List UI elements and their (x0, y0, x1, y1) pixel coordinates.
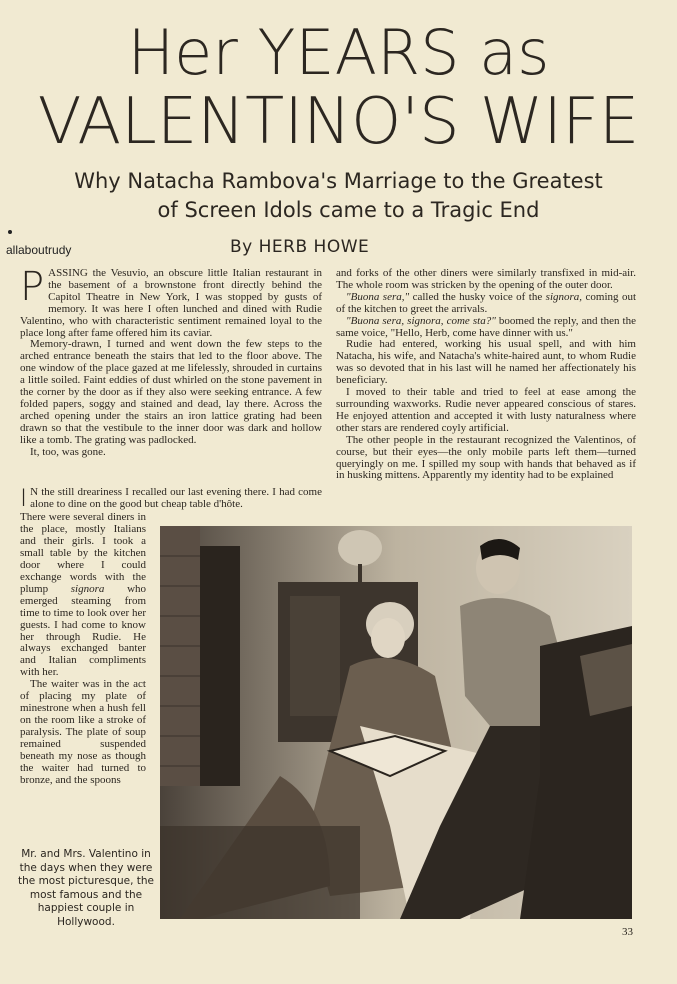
paragraph-4c: who emerged steaming from time to time to look over her guests. I had come to know her through Rudie. He always exchanged banter and Italian compliments with her. (20, 582, 147, 679)
column-left-narrow (20, 512, 146, 787)
title-line-1: Her YEARS as (127, 16, 550, 89)
column-right (336, 268, 636, 482)
paragraph-r2-end: coming out of the kitchen to greet the arrivals. (336, 290, 637, 315)
paragraph-r5: I moved to their table and tried to feel at ease among the surrounding waxworks. Rudie never appeared conscious of stares. He enjoyed attention and accepted it with lusty naturalness where other stars are rendered coyly artificial. (336, 386, 636, 434)
paragraph-r2: called the husky voice of the (412, 290, 543, 303)
watermark: allaboutrudy (6, 243, 72, 257)
reply-quote: "Buona sera, signora, come sta?" (346, 314, 496, 327)
paragraph-3: It, too, was gone. (30, 445, 106, 458)
byline: By HERB HOWE (230, 237, 370, 257)
paragraph-r4: Rudie had entered, working his usual spell, and with him Natacha, his wife, and Natacha's white-haired aunt, to whom Rudie was so devoted that in his last will he named her affectionately his beneficiary. (336, 338, 636, 387)
subtitle-line-2: of Screen Idols came to a Tragic End (157, 198, 540, 222)
signora-word: signora (70, 582, 105, 595)
paragraph-4b: There were several diners in the place, mostly Italians and their girls. I took a small table by the kitchen door where I could exchange words with the plump (20, 511, 146, 595)
paragraph-r6: The other people in the restaurant recognized the Valentinos, of course, but their eyes—the only mobile parts left them—turned queryingly on me. I spilled my soup with hands that behaved as if in husking mittens. Apparently my identity had to be explained (336, 433, 636, 482)
drop-cap-i: I (20, 484, 28, 512)
section-2-intro (20, 484, 322, 512)
paragraph-4: N the still dreariness I recalled our last evening there. I had come alone to dine on the good but cheap table d'hôte. (30, 486, 322, 510)
valentino-photo (160, 526, 632, 919)
title-line-2: VALENTINO'S WIFE (37, 85, 640, 159)
paragraph-5: The waiter was in the act of placing my plate of minestrone when a hush fell on the room like a stroke of paralysis. The plate of soup remained suspended beneath my nose as though the waiter had turned to bronze, and the spoons (20, 678, 146, 786)
paragraph-r1: and forks of the other diners were similarly transfixed in mid-air. The whole room was stricken by the opening of the outer door. (336, 267, 636, 291)
photo-caption: Mr. and Mrs. Valentino in the days when they were the most picturesque, the most famous and the happiest couple in Hollywood. (18, 848, 154, 928)
photo-illustration (160, 526, 632, 919)
signora-word-2: signora, (545, 290, 583, 303)
buona-sera-quote: "Buona sera," (346, 290, 410, 303)
subtitle-line-1: Why Natacha Rambova's Marriage to the Greatest (74, 169, 603, 193)
bullet-dot (8, 230, 12, 234)
drop-cap-p: P (20, 264, 45, 310)
paragraph-2: Memory-drawn, I turned and went down the few steps to the arched entrance beneath the stairs that led to the floor above. The one window of the place gazed at me lifelessly, shrouded in curtains a little soiled. Faint eddies of dust whirled on the stone pavement in the corner by the door as if they also were seeking entrance. A few folded papers, soggy and stained and dead, lay there. Across the arched opening under the stairs an iron lattice grating had been drawn so that the vestibule to the inner door was dark and hollow like a tomb. The grating was padlocked. (20, 338, 322, 446)
page-number: 33 (622, 926, 633, 938)
paragraph-r3: boomed the reply, and then the same voice, "Hello, Herb, come have dinner with us." (336, 314, 637, 339)
column-left-top (20, 264, 322, 459)
paragraph-1: ASSING the Vesuvio, an obscure little Italian restaurant in the basement of a brownstone front directly behind the Capitol Theatre in New York, I was stopped by gusts of memory. It was here I often lunched and dined with Rudie Valentino, who with characteristic sentiment remained loyal to the place long after fame offered him its caviar. (20, 267, 322, 339)
